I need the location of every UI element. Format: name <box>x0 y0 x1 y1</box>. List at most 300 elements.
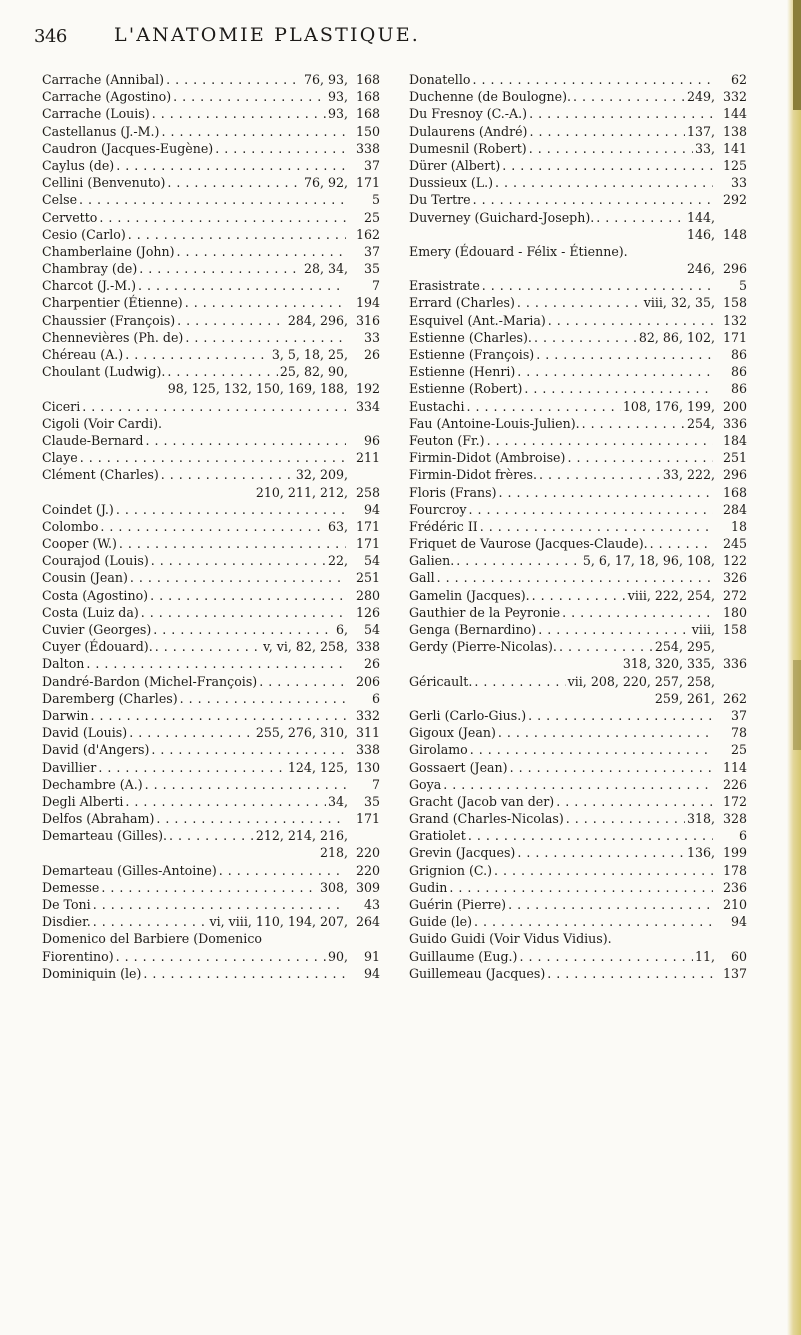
entry-name: Gall <box>409 570 435 586</box>
dot-leader <box>167 363 278 380</box>
entry-page-number: 91 <box>363 948 380 964</box>
index-entry <box>409 329 747 346</box>
index-entry <box>409 827 747 844</box>
entry-page-number: 25 <box>730 742 747 758</box>
index-entry <box>42 724 380 741</box>
entry-name: Floris (Frans) <box>409 484 497 500</box>
dot-leader <box>547 965 713 982</box>
entry-page-number: 199 <box>722 845 747 861</box>
entry-page-refs: 146, <box>686 226 716 242</box>
entry-page-number: 338 <box>355 140 380 156</box>
dot-leader <box>517 844 685 861</box>
entry-name: Chaussier (François) <box>42 312 176 328</box>
dot-leader <box>517 294 642 311</box>
entry-name: Carrache (Agostino) <box>42 89 172 105</box>
entry-page-refs: 108, 176, 199, <box>622 398 715 414</box>
entry-page-refs: 246, <box>686 261 716 277</box>
entry-page-number: 206 <box>355 673 380 689</box>
dot-leader <box>180 690 346 707</box>
entry-page-number: 171 <box>355 518 380 534</box>
dot-leader <box>650 535 713 552</box>
entry-page-number: 148 <box>722 226 748 242</box>
dot-leader <box>173 88 326 105</box>
dot-leader <box>79 191 346 208</box>
entry-name: Guide (le) <box>409 914 473 930</box>
index-entry <box>409 965 747 982</box>
index-entry <box>42 501 380 518</box>
entry-page-number: 158 <box>722 622 747 637</box>
entry-page-number: 258 <box>355 484 381 500</box>
dot-leader <box>156 810 346 827</box>
entry-page-refs: 76, 93, <box>303 72 348 87</box>
entry-page-number: 309 <box>355 879 380 895</box>
index-entry <box>42 329 380 346</box>
entry-name: Gauthier de la Peyronie <box>409 604 561 620</box>
index-entry <box>42 879 380 896</box>
entry-name: Costa (Luiz da) <box>42 604 139 620</box>
dot-leader <box>215 140 346 157</box>
entry-page-refs: 34, <box>327 793 348 809</box>
entry-page-number: 130 <box>355 759 380 775</box>
entry-page-number: 236 <box>722 879 747 895</box>
dot-leader <box>119 535 346 552</box>
index-entry <box>409 913 747 930</box>
entry-name: Grignion (C.) <box>409 862 493 878</box>
dot-leader <box>116 948 326 965</box>
index-entry <box>42 896 380 913</box>
entry-page-number: 326 <box>722 570 747 586</box>
entry-name: Guérin (Pierre) <box>409 897 507 912</box>
entry-name: Caudron (Jacques-Eugène) <box>42 140 214 156</box>
index-entry <box>409 741 747 758</box>
index-entry <box>409 191 747 208</box>
entry-page-refs: 137, <box>686 123 715 139</box>
entry-name: Erasistrate <box>409 278 480 294</box>
dot-leader <box>100 518 326 535</box>
entry-page-number: 125 <box>722 157 747 173</box>
entry-name: Cesio (Carlo) <box>42 226 126 242</box>
entry-page-refs: v, vi, 82, 258, <box>263 639 348 655</box>
dot-leader <box>487 432 713 449</box>
dot-leader <box>559 638 653 655</box>
index-entry <box>409 793 747 810</box>
entry-name: Claude-Bernard <box>42 432 144 448</box>
dot-leader <box>539 466 661 483</box>
dot-leader <box>138 277 346 294</box>
dot-leader <box>128 226 346 243</box>
dot-leader <box>166 71 302 88</box>
index-entry <box>42 312 380 329</box>
index-entry <box>409 844 747 861</box>
entry-name: Cigoli (Voir Cardi). <box>42 415 163 431</box>
dot-leader <box>474 913 713 930</box>
dot-leader <box>82 398 346 415</box>
dot-leader <box>219 862 346 879</box>
index-entry <box>409 930 747 947</box>
index-entry <box>42 741 380 758</box>
dot-leader <box>499 484 713 501</box>
index-entry <box>409 123 747 140</box>
entry-page-refs: viii, 32, 35, <box>643 295 715 311</box>
entry-name: Géricault. <box>409 673 473 689</box>
entry-page-number: 37 <box>363 157 380 173</box>
dot-leader <box>153 621 334 638</box>
entry-page-number: 33 <box>363 329 380 345</box>
entry-name: Clément (Charles) <box>42 467 159 483</box>
dot-leader <box>517 363 713 380</box>
index-entry <box>42 363 380 380</box>
index-entry <box>42 948 380 965</box>
entry-name: Cellini (Benvenuto) <box>42 175 166 191</box>
dot-leader <box>534 329 637 346</box>
entry-page-number: 251 <box>355 570 380 586</box>
dot-leader <box>494 862 713 879</box>
index-entry <box>409 449 747 466</box>
dot-leader <box>469 501 713 518</box>
index-entry <box>409 243 747 260</box>
entry-name: Donatello <box>409 72 471 87</box>
entry-page-number: 296 <box>722 467 747 483</box>
entry-page-number: 211 <box>355 450 380 466</box>
index-entry <box>409 569 747 586</box>
entry-page-number: 220 <box>355 862 380 878</box>
entry-name: Dominiquin (le) <box>42 965 142 981</box>
entry-page-refs: 254, 295, <box>654 639 715 655</box>
entry-name: Estienne (Charles). <box>409 329 532 345</box>
entry-page-number: 54 <box>363 553 380 569</box>
entry-name: Goya <box>409 776 442 792</box>
entry-page-refs: 93, <box>327 89 348 105</box>
dot-leader <box>502 157 713 174</box>
index-entry <box>42 965 380 982</box>
entry-name: Galien. <box>409 553 455 569</box>
entry-page-number: 114 <box>722 759 747 775</box>
entry-page-number: 168 <box>355 72 380 87</box>
index-column-left <box>42 71 380 982</box>
entry-name: Grand (Charles-Nicolas) <box>409 811 564 827</box>
entry-name: Guillemeau (Jacques) <box>409 965 546 981</box>
entry-name: Gratiolet <box>409 828 466 844</box>
entry-page-refs: 144, <box>686 209 715 225</box>
index-entry <box>42 209 380 226</box>
index-entry <box>409 363 747 380</box>
dot-leader <box>510 759 713 776</box>
entry-page-refs: 318, 320, 335, <box>622 656 716 672</box>
dot-leader <box>177 312 286 329</box>
entry-page-refs: 255, 276, 310, <box>255 725 348 741</box>
entry-name: Courajod (Louis) <box>42 553 149 569</box>
dot-leader <box>562 604 713 621</box>
entry-name: Gerli (Carlo-Gius.) <box>409 707 527 723</box>
dot-leader <box>125 793 326 810</box>
entry-page-number: 328 <box>722 811 747 827</box>
entry-name: Firmin-Didot frères. <box>409 467 538 483</box>
index-entry <box>409 518 747 535</box>
entry-name: Delfos (Abraham) <box>42 811 155 827</box>
entry-name: Estienne (Robert) <box>409 381 523 397</box>
entry-page-number: 168 <box>722 484 747 500</box>
index-entry <box>42 71 380 88</box>
dot-leader <box>472 71 713 88</box>
entry-page-number: 5 <box>738 278 747 294</box>
entry-page-refs: 76, 92, <box>303 175 348 191</box>
entry-page-refs: 25, 82, 90, <box>279 364 348 380</box>
entry-page-number: 192 <box>355 381 380 397</box>
entry-name: De Toni <box>42 897 91 912</box>
entry-page-refs: 22, <box>327 553 348 569</box>
entry-page-number: 336 <box>722 415 747 431</box>
index-entry <box>409 226 747 243</box>
entry-page-number: 171 <box>722 329 747 345</box>
index-entry <box>42 380 380 397</box>
entry-name: Gerdy (Pierre-Nicolas). <box>409 639 557 655</box>
entry-page-number: 122 <box>722 553 747 569</box>
entry-name: Domenico del Barbiere (Domenico <box>42 931 262 947</box>
entry-name: Genga (Bernardino) <box>409 622 537 637</box>
dot-leader <box>536 346 713 363</box>
entry-page-number: 94 <box>730 914 747 930</box>
entry-page-number: 25 <box>363 209 380 225</box>
dot-leader <box>449 879 713 896</box>
index-entry <box>42 346 380 363</box>
entry-name: Coindet (J.) <box>42 501 114 517</box>
entry-page-number: 168 <box>355 106 380 122</box>
dot-leader <box>185 294 346 311</box>
page-edge <box>787 0 801 1335</box>
entry-page-number: 37 <box>730 707 747 723</box>
entry-name: Choulant (Ludwig). <box>42 364 166 380</box>
entry-name: Ciceri <box>42 398 81 414</box>
index-entry <box>42 655 380 672</box>
dot-leader <box>161 123 346 140</box>
dot-leader <box>532 587 626 604</box>
entry-page-refs: 124, 125, <box>287 759 348 775</box>
dot-leader <box>519 948 693 965</box>
dot-leader <box>495 174 713 191</box>
entry-page-number: 158 <box>722 295 747 311</box>
index-entry <box>409 776 747 793</box>
page-header <box>34 24 734 54</box>
dot-leader <box>573 88 685 105</box>
entry-page-number: 311 <box>355 725 380 741</box>
index-entry <box>42 776 380 793</box>
index-entry <box>409 398 747 415</box>
entry-page-number: 296 <box>722 261 748 277</box>
index-entry <box>409 260 747 277</box>
entry-page-number: 162 <box>355 226 380 242</box>
entry-page-number: 338 <box>355 742 380 758</box>
index-entry <box>409 707 747 724</box>
entry-page-number: 171 <box>355 175 380 191</box>
index-entry <box>409 896 747 913</box>
entry-page-number: 332 <box>355 707 380 723</box>
dot-leader <box>151 552 326 569</box>
index-entry <box>409 810 747 827</box>
index-entry <box>409 346 747 363</box>
entry-page-refs: vi, viii, 110, 194, 207, <box>209 914 348 930</box>
entry-name: Caylus (de) <box>42 157 115 173</box>
entry-page-number: 264 <box>355 914 380 930</box>
index-entry <box>42 621 380 638</box>
entry-name: Dürer (Albert) <box>409 157 501 173</box>
dot-leader <box>498 724 713 741</box>
entry-name: David (Louis) <box>42 725 128 741</box>
entry-page-number: 272 <box>722 587 747 603</box>
entry-page-refs: 6, <box>335 622 348 637</box>
entry-name: Girolamo <box>409 742 468 758</box>
index-entry <box>42 105 380 122</box>
index-entry <box>409 88 747 105</box>
entry-name: Chéreau (A.) <box>42 347 124 362</box>
index-entry <box>409 174 747 191</box>
entry-name: Eustachi <box>409 398 465 414</box>
entry-page-refs: 3, 5, 18, 25, <box>271 347 348 362</box>
entry-page-refs: 5, 6, 17, 18, 96, 108, <box>582 553 715 569</box>
entry-name: Carrache (Louis) <box>42 106 150 122</box>
entry-name: Dechambre (A.) <box>42 776 143 792</box>
index-entry <box>42 587 380 604</box>
entry-name: Daremberg (Charles) <box>42 690 178 706</box>
entry-page-number: 180 <box>722 604 747 620</box>
dot-leader <box>529 123 684 140</box>
index-entry <box>409 501 747 518</box>
dot-leader <box>529 105 713 122</box>
entry-name: Cuyer (Édouard). <box>42 639 153 655</box>
index-entry <box>409 724 747 741</box>
entry-page-refs: 33, 222, <box>662 467 715 483</box>
entry-name: Cervetto <box>42 209 98 225</box>
dot-leader <box>93 896 346 913</box>
index-entry <box>42 552 380 569</box>
entry-page-number: 7 <box>371 776 380 792</box>
index-entry <box>42 930 380 947</box>
entry-page-number: 35 <box>363 261 380 277</box>
dot-leader <box>93 913 208 930</box>
index-entry <box>409 759 747 776</box>
entry-name: Gracht (Jacob van der) <box>409 793 555 809</box>
entry-name: Dumesnil (Robert) <box>409 140 527 156</box>
entry-page-number: 336 <box>722 656 748 672</box>
index-entry <box>42 277 380 294</box>
entry-page-number: 62 <box>730 72 747 87</box>
entry-page-number: 332 <box>722 89 747 105</box>
entry-name: Costa (Agostino) <box>42 587 149 603</box>
entry-page-number: 150 <box>355 123 380 139</box>
dot-leader <box>470 741 713 758</box>
dot-leader <box>161 466 294 483</box>
entry-page-refs: 259, 261, <box>654 690 715 706</box>
dot-leader <box>152 105 326 122</box>
entry-name: Carrache (Annibal) <box>42 72 165 87</box>
entry-page-refs: 210, 211, 212, <box>255 484 349 500</box>
entry-page-number: 171 <box>355 811 380 827</box>
entry-name: Claye <box>42 450 78 466</box>
index-entry <box>42 810 380 827</box>
entry-name: Cousin (Jean) <box>42 570 128 586</box>
index-entry <box>42 913 380 930</box>
dot-leader <box>86 655 346 672</box>
entry-name: Fourcroy <box>409 501 467 517</box>
entry-name: Emery (Édouard - Félix - Étienne). <box>409 243 628 259</box>
entry-page-refs: 32, 209, <box>295 467 348 483</box>
entry-name: Celse <box>42 192 78 208</box>
index-entry <box>409 484 747 501</box>
entry-page-number: 86 <box>730 381 747 397</box>
dot-leader <box>482 277 713 294</box>
index-entry <box>409 621 747 638</box>
index-entry <box>42 449 380 466</box>
index-entry <box>409 415 747 432</box>
page-number: 346 <box>34 26 67 47</box>
index-entry <box>409 655 747 672</box>
entry-page-refs: viii, 222, 254, <box>627 587 715 603</box>
index-entry <box>42 398 380 415</box>
index-entry <box>409 294 747 311</box>
dot-leader <box>150 587 346 604</box>
dot-leader <box>524 380 713 397</box>
entry-page-number: 43 <box>363 897 380 912</box>
entry-name: Fau (Antoine-Louis-Julien). <box>409 415 580 431</box>
entry-page-number: 7 <box>371 278 380 294</box>
index-entry <box>409 312 747 329</box>
entry-page-number: 26 <box>363 347 380 362</box>
dot-leader <box>101 879 318 896</box>
index-entry <box>42 638 380 655</box>
entry-page-number: 37 <box>363 243 380 259</box>
dot-leader <box>480 518 713 535</box>
dot-leader <box>474 673 565 690</box>
index-entry <box>409 432 747 449</box>
entry-name: Castellanus (J.-M.) <box>42 123 160 139</box>
index-entry <box>409 604 747 621</box>
index-entry <box>42 123 380 140</box>
index-entry <box>409 105 747 122</box>
entry-name: Demesse <box>42 879 100 895</box>
index-entry <box>42 759 380 776</box>
entry-page-number: 171 <box>355 536 380 552</box>
entry-name: Firmin-Didot (Ambroise) <box>409 450 566 466</box>
index-entry <box>42 432 380 449</box>
entry-name: Dalton <box>42 656 85 672</box>
dot-leader <box>130 569 346 586</box>
dot-leader <box>528 707 713 724</box>
entry-name: Frédéric II <box>409 518 478 534</box>
dot-leader <box>437 569 713 586</box>
index-entry <box>409 157 747 174</box>
entry-name: Demarteau (Gilles). <box>42 828 168 844</box>
entry-name: Colombo <box>42 518 99 534</box>
index-entry <box>42 707 380 724</box>
entry-page-number: 96 <box>363 432 380 448</box>
entry-name: Gossaert (Jean) <box>409 759 508 775</box>
dot-leader <box>259 673 346 690</box>
dot-leader <box>548 312 713 329</box>
entry-page-number: 144 <box>722 106 747 122</box>
entry-name: Fiorentino) <box>42 948 114 964</box>
entry-name: Chamberlaine (John) <box>42 243 175 259</box>
entry-name: Demarteau (Gilles-Antoine) <box>42 862 217 878</box>
entry-page-refs: 318, <box>686 811 715 827</box>
entry-page-number: 245 <box>722 536 747 552</box>
entry-page-number: 251 <box>722 450 747 466</box>
entry-page-number: 78 <box>730 725 747 741</box>
entry-page-refs: 249, <box>686 89 715 105</box>
entry-page-number: 60 <box>730 948 747 964</box>
dot-leader <box>129 724 254 741</box>
index-entry <box>42 484 380 501</box>
index-entry <box>409 587 747 604</box>
index-entry <box>42 844 380 861</box>
